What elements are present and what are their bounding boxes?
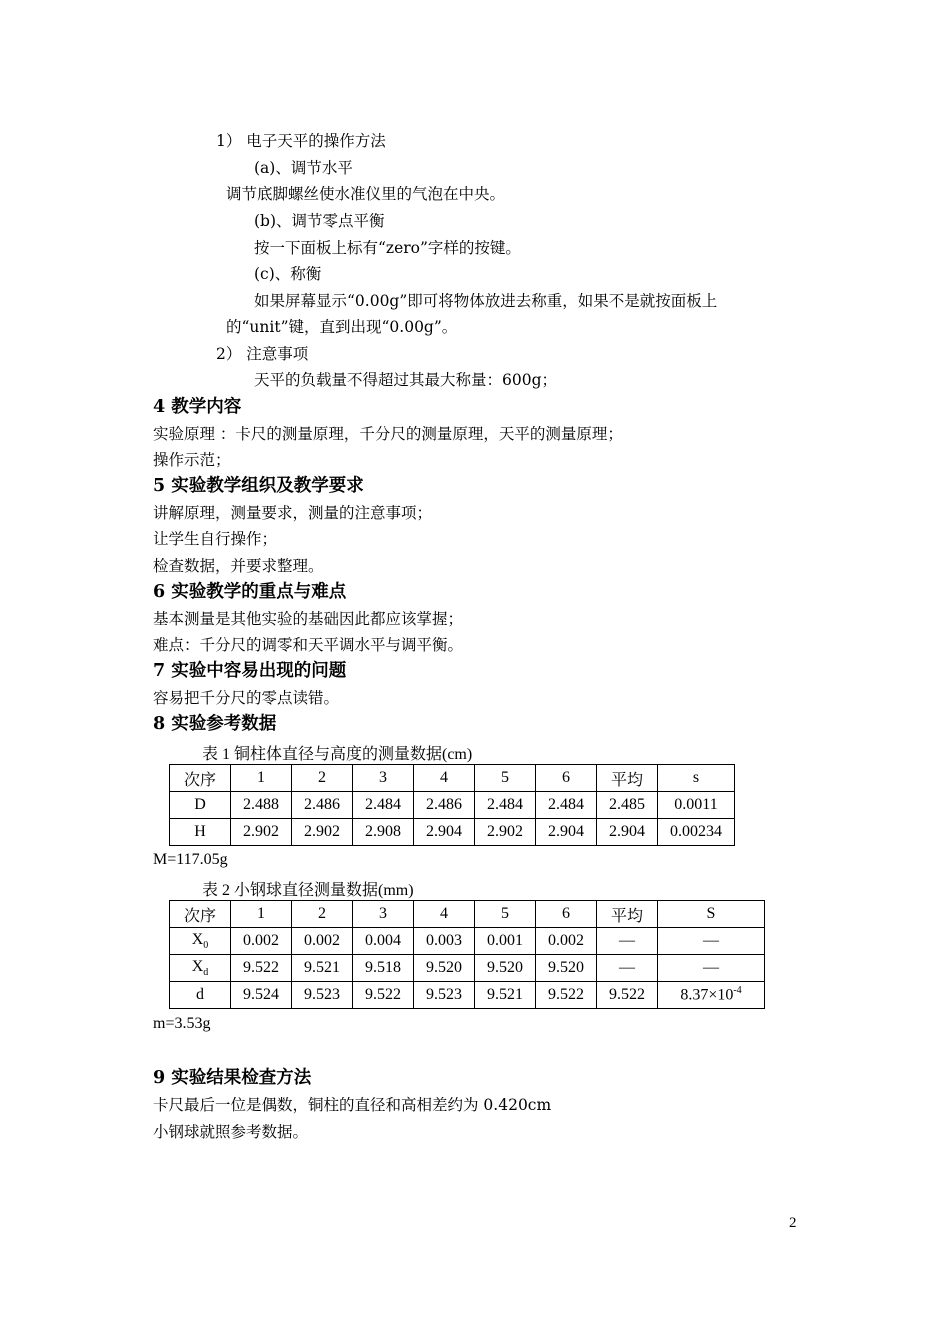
table-cell: 6 [536,765,597,792]
table-cell: 2.904 [597,819,658,846]
step-b-text: 按一下面板上标有“zero”字样的按键。 [254,239,521,257]
table-cell: 9.520 [536,955,597,982]
x0-label-sub: 0 [203,940,209,952]
table-cell: 2.904 [536,819,597,846]
step-c-text-1: 如果屏幕显示“0.00g”即可将物体放进去称重，如果不是就按面板上 [254,292,718,310]
table-cell: 9.520 [475,955,536,982]
table-cell: 9.523 [414,982,475,1009]
table-cell: 0.003 [414,928,475,955]
table-cell: 4 [414,765,475,792]
table-cell: 2.902 [292,819,353,846]
section7-heading: 7 实验中容易出现的问题 [153,661,347,681]
item1-title: 1） 电子天平的操作方法 [216,132,386,150]
table-cell: 5 [475,765,536,792]
section9-line1: 卡尺最后一位是偶数，铜柱的直径和高相差约为 0.420cm [153,1096,552,1114]
section6-heading: 6 实验教学的重点与难点 [153,582,347,602]
table-cell: 2.486 [414,792,475,819]
section8-heading: 8 实验参考数据 [153,714,277,734]
table-cell: d [170,982,231,1009]
table-cell: 2.902 [231,819,292,846]
table-cell: 1 [231,765,292,792]
table1-row-h [170,819,735,846]
table-cell [658,982,765,1009]
s-value-base: 8.37×10 [680,986,734,1004]
table-cell: s [658,765,735,792]
table-cell: 2.488 [231,792,292,819]
table2-header-row [170,901,765,928]
table-cell: 9.518 [353,955,414,982]
table-cell: — [658,955,765,982]
table-cell: 3 [353,901,414,928]
page-number: 2 [789,1215,797,1231]
section4-heading: 4 教学内容 [153,397,242,417]
section6-line2: 难点：千分尺的调零和天平调水平与调平衡。 [153,636,464,654]
table-cell: 平均 [597,765,658,792]
s-value-exp: -4 [733,985,742,997]
table-cell: 2 [292,901,353,928]
table-cell: 4 [414,901,475,928]
table-cell: 9.523 [292,982,353,1009]
table-cell: H [170,819,231,846]
section4-line1: 实验原理 ：卡尺的测量原理，千分尺的测量原理，天平的测量原理； [153,425,623,443]
table-cell: — [658,928,765,955]
table2-row-x0 [170,928,765,955]
table-cell: 0.004 [353,928,414,955]
table-cell: 9.521 [475,982,536,1009]
table1-header-row [170,765,735,792]
item2-text: 天平的负载量不得超过其最大称量：600g； [254,371,558,389]
table-cell: 5 [475,901,536,928]
table-cell: 0.002 [536,928,597,955]
table-cell: 9.522 [231,955,292,982]
table-cell: 2.904 [414,819,475,846]
table-cell: 2 [292,765,353,792]
section4-line2: 操作示范； [153,451,231,469]
table-cell: 2.908 [353,819,414,846]
table-cell: 0.001 [475,928,536,955]
table1-row-d [170,792,735,819]
xd-label-sub: d [203,967,209,979]
step-c-title: (c)、称衡 [254,265,322,283]
table-cell: 2.486 [292,792,353,819]
table-cell: 2.484 [353,792,414,819]
section5-line2: 让学生自行操作； [153,530,278,548]
table2 [169,900,765,1009]
table-cell: 0.00234 [658,819,735,846]
section5-line1: 讲解原理，测量要求，测量的注意事项； [153,504,433,522]
table2-row-xd [170,955,765,982]
section7-line1: 容易把千分尺的零点读错。 [153,689,340,707]
table-cell: 次序 [170,901,231,928]
item2-title: 2） 注意事项 [216,345,309,363]
table-cell: 0.002 [231,928,292,955]
section5-line3: 检查数据，并要求整理。 [153,557,324,575]
section9-line2: 小钢球就照参考数据。 [153,1123,309,1141]
table-cell [170,955,231,982]
mass-ball: m=3.53g [153,1015,211,1032]
table-cell: 9.522 [597,982,658,1009]
table1-caption: 表 1 铜柱体直径与高度的测量数据(cm) [202,746,473,763]
table-cell: 次序 [170,765,231,792]
table-cell: D [170,792,231,819]
table-cell: 9.524 [231,982,292,1009]
x0-label-main: X [191,930,204,948]
table-cell: 9.521 [292,955,353,982]
table-cell: 9.522 [353,982,414,1009]
table-cell: 2.902 [475,819,536,846]
table-cell: 3 [353,765,414,792]
section5-heading: 5 实验教学组织及教学要求 [153,476,364,496]
table-cell: 2.484 [536,792,597,819]
step-c-text-2: 的“unit”键，直到出现“0.00g”。 [226,318,458,336]
section9-heading: 9 实验结果检查方法 [153,1068,312,1088]
table-cell: — [597,928,658,955]
table-cell: 2.485 [597,792,658,819]
table-cell: 9.522 [536,982,597,1009]
table-cell: 平均 [597,901,658,928]
mass-copper: M=117.05g [153,851,228,868]
table-cell: 6 [536,901,597,928]
step-a-text: 调节底脚螺丝使水准仪里的气泡在中央。 [226,185,506,203]
table-cell: — [597,955,658,982]
table2-row-d [170,982,765,1009]
table2-caption: 表 2 小钢球直径测量数据(mm) [202,882,414,899]
table-cell: 0.002 [292,928,353,955]
table-cell: 0.0011 [658,792,735,819]
table-cell: 1 [231,901,292,928]
xd-label-main: X [191,957,204,975]
step-b-title: (b)、调节零点平衡 [254,212,385,230]
table1 [169,764,735,846]
table-cell: S [658,901,765,928]
step-a-title: (a)、调节水平 [254,159,353,177]
section6-line1: 基本测量是其他实验的基础因此都应该掌握； [153,610,464,628]
table-cell [170,928,231,955]
table-cell: 2.484 [475,792,536,819]
table-cell: 9.520 [414,955,475,982]
